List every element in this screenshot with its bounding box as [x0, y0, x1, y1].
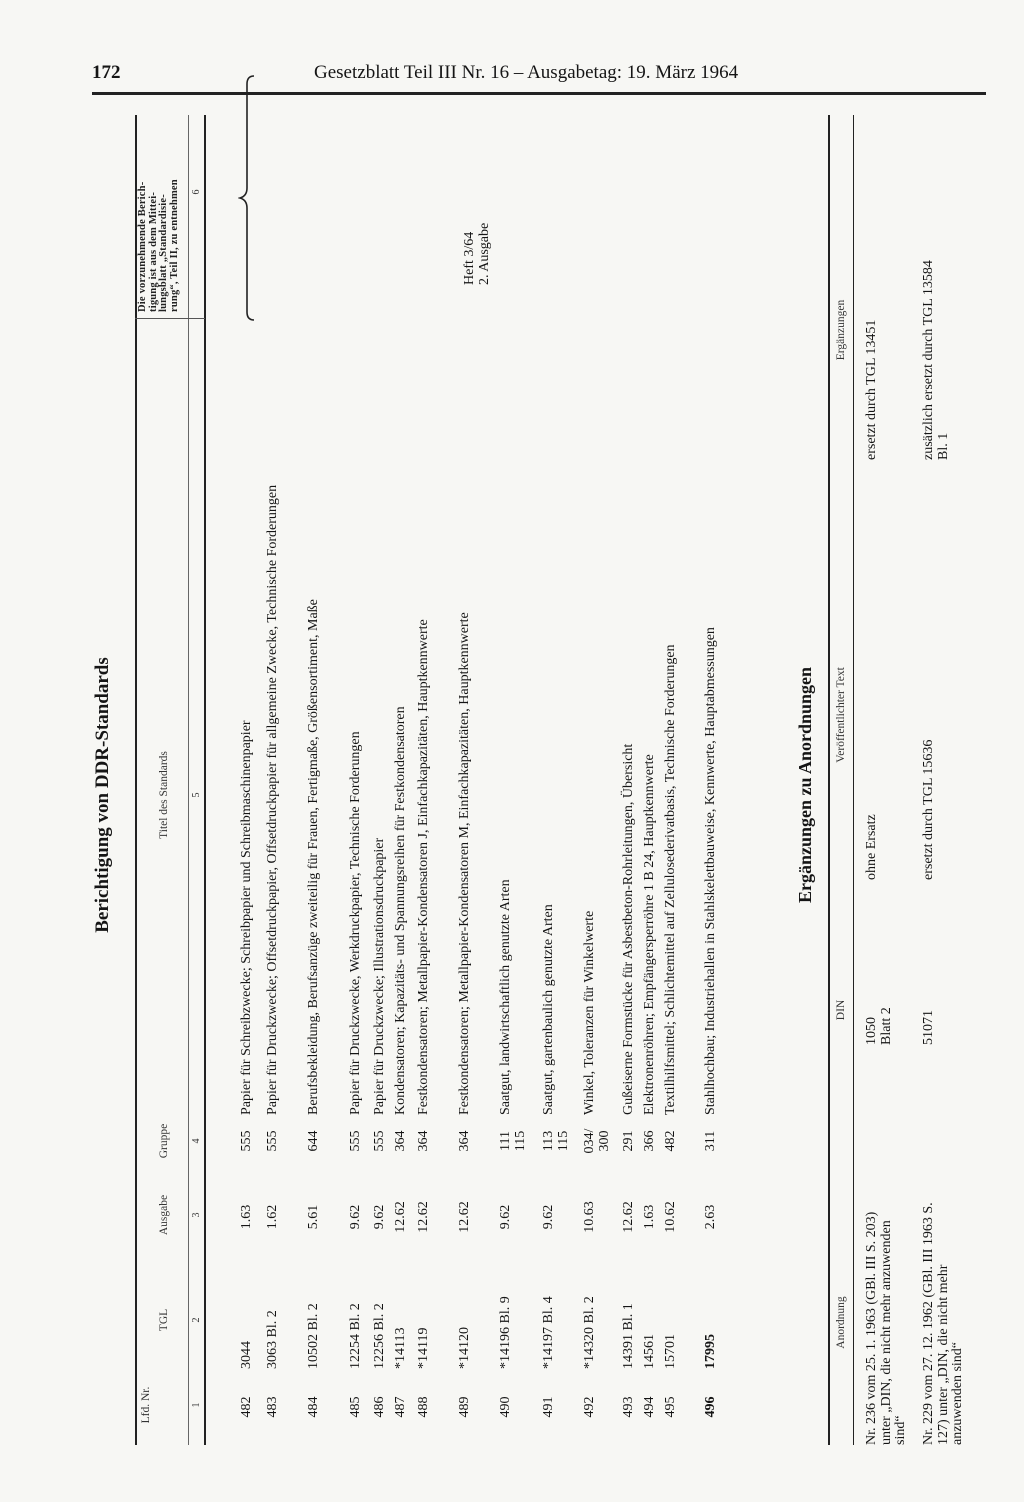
cell-nr: 488 — [416, 1396, 431, 1418]
cell-titel: Papier für Schreibzwecke; Schreibpapier und Schreibmaschinenpapier — [239, 720, 254, 1115]
cell-gruppe: 555 — [348, 1130, 363, 1152]
col-num-6: 6 — [191, 189, 202, 195]
cell-gruppe: 364 — [416, 1130, 431, 1152]
cell-tgl: *14320 Bl. 2 — [582, 1296, 597, 1369]
cell-nr: 489 — [457, 1396, 472, 1418]
cell-gruppe: 364 — [457, 1130, 472, 1152]
supp-header-text: Veröffentlichter Text — [835, 667, 847, 763]
cell-titel: Papier für Druckzwecke; Illustrationsdruckpapier — [372, 837, 387, 1115]
cell-titel: Saatgut, gartenbaulich genutzte Arten — [541, 904, 556, 1115]
cell-anordnung: Nr. 236 vom 25. 1. 1963 (GBl. III S. 203) unter „DIN, die nicht mehr anzuwenden sind“ — [864, 1211, 908, 1445]
cell-nr: 492 — [582, 1396, 597, 1418]
col-num-1: 1 — [191, 1402, 202, 1408]
col-header-remark-line: rung“, Teil II, zu entnehmen — [168, 179, 180, 312]
header-rule — [92, 92, 986, 95]
running-head: Gesetzblatt Teil III Nr. 16 – Ausgabetag: 19. März 1964 — [314, 62, 739, 83]
cell-ausgabe: 12.62 — [393, 1201, 408, 1233]
cell-nr: 490 — [498, 1396, 513, 1418]
cell-ausgabe: 10.63 — [582, 1201, 597, 1233]
page-number: 172 — [92, 62, 121, 83]
cell-tgl: 17995 — [703, 1334, 718, 1369]
cell-titel: Gußeiserne Formstücke für Asbestbeton-Rohrleitungen, Übersicht — [621, 743, 636, 1115]
cell-ausgabe: 10.62 — [663, 1201, 678, 1233]
cell-ergaenzung: ersetzt durch TGL 13451 — [864, 319, 879, 460]
col-header-nr: Lfd. Nr. — [140, 1386, 152, 1424]
col-header-remark-line: lungsblatt „Standardisie- — [158, 194, 169, 312]
cell-nr: 486 — [372, 1396, 387, 1418]
cell-titel: Saatgut, landwirtschaftlich genutzte Arten — [498, 879, 513, 1115]
col-num-3: 3 — [191, 1212, 202, 1218]
cell-tgl: 14391 Bl. 1 — [621, 1303, 636, 1369]
cell-nr: 494 — [642, 1396, 657, 1418]
cell-nr: 484 — [306, 1396, 321, 1418]
supp-header-din: DIN — [835, 999, 847, 1021]
cell-nr: 483 — [265, 1396, 280, 1418]
supplement-title: Ergänzungen zu Anordnungen — [795, 666, 815, 904]
cell-ausgabe: 12.62 — [621, 1201, 636, 1233]
cell-tgl: 12256 Bl. 2 — [372, 1303, 387, 1369]
cell-ausgabe: 12.62 — [457, 1201, 472, 1233]
col-header-ausgabe: Ausgabe — [158, 1194, 170, 1236]
cell-gruppe: 555 — [372, 1130, 387, 1152]
cell-titel: Stahlhochbau; Industriehallen in Stahlskelettbauweise, Kennwerte, Hauptabmessungen — [703, 627, 718, 1115]
cell-gruppe: 111 115 — [498, 1130, 528, 1152]
section-title: Berichtigung von DDR-Standards — [92, 657, 113, 933]
cell-tgl: 3044 — [239, 1341, 254, 1369]
cell-gruppe: 555 — [239, 1130, 254, 1152]
cell-gruppe: 555 — [265, 1130, 280, 1152]
col-header-remark-line: Die vorzunehmende Berich- — [137, 181, 148, 312]
table-num-rule — [188, 115, 189, 1445]
col-header-tgl: TGL — [158, 1308, 170, 1332]
cell-anordnung: Nr. 229 vom 27. 12. 1962 (GBl. III 1963 S. 127) unter „DIN, die nicht mehr anzuwenden sind“ — [921, 1202, 965, 1445]
cell-nr: 495 — [663, 1396, 678, 1418]
cell-ausgabe: 2.63 — [703, 1204, 718, 1230]
cell-titel: Festkondensatoren; Metallpapier-Kondensatoren J, Einfachkapazitäten, Hauptkennwerte — [416, 619, 431, 1115]
cell-veroeffentlicht: ohne Ersatz — [864, 814, 879, 880]
cell-ausgabe: 1.63 — [239, 1204, 254, 1230]
cell-ausgabe: 12.62 — [416, 1201, 431, 1233]
cell-tgl: *14119 — [416, 1327, 431, 1369]
cell-veroeffentlicht: ersetzt durch TGL 15636 — [921, 739, 936, 880]
supplement-header-rule — [853, 115, 854, 1445]
cell-titel: Elektronenröhren; Empfängersperröhre 1 B 24, Hauptkennwerte — [642, 754, 657, 1115]
cell-gruppe: 113 115 — [541, 1130, 571, 1152]
cell-tgl: 12254 Bl. 2 — [348, 1303, 363, 1369]
cell-nr: 482 — [239, 1396, 254, 1418]
col-num-2: 2 — [191, 1317, 202, 1323]
rotated-page-body — [90, 115, 985, 1445]
cell-ausgabe: 9.62 — [348, 1204, 363, 1230]
cell-gruppe: 482 — [663, 1130, 678, 1152]
col-num-5: 5 — [191, 792, 202, 798]
cell-tgl: 14561 — [642, 1334, 657, 1369]
cell-tgl: *14113 — [393, 1327, 408, 1369]
cell-ausgabe: 9.62 — [541, 1204, 556, 1230]
cell-gruppe: 034/ 300 — [582, 1128, 612, 1154]
cell-tgl: 15701 — [663, 1334, 678, 1369]
cell-ausgabe: 9.62 — [372, 1204, 387, 1230]
cell-titel: Papier für Druckzwecke; Offsetdruckpapier, Offsetdruckpapier für allgemeine Zwecke, Technische Forderungen — [265, 484, 280, 1115]
col-divider — [135, 318, 205, 319]
cell-nr: 485 — [348, 1396, 363, 1418]
cell-tgl: *14197 Bl. 4 — [541, 1296, 556, 1369]
table-top-rule — [135, 115, 137, 1445]
cell-gruppe: 366 — [642, 1130, 657, 1152]
remark-heft: Heft 3/64 2. Ausgabe — [462, 222, 492, 285]
cell-nr: 491 — [541, 1396, 556, 1418]
cell-nr: 487 — [393, 1396, 408, 1418]
cell-ergaenzung: zusätzlich ersetzt durch TGL 13584 Bl. 1 — [921, 260, 951, 460]
cell-titel: Textilhilfsmittel; Schlichtemittel auf Zellulosederivatbasis, Technische Forderungen — [663, 644, 678, 1115]
col-header-gruppe: Gruppe — [158, 1123, 170, 1159]
cell-din: 51071 — [921, 1010, 936, 1045]
cell-gruppe: 644 — [306, 1130, 321, 1152]
supp-header-ergaenzungen: Ergänzungen — [835, 299, 847, 361]
cell-ausgabe: 5.61 — [306, 1204, 321, 1230]
cell-titel: Festkondensatoren; Metallpapier-Kondensatoren M, Einfachkapazitäten, Hauptkennwerte — [457, 612, 472, 1115]
cell-titel: Papier für Druckzwecke, Werkdruckpapier, Technische Forderungen — [348, 731, 363, 1115]
col-header-remark-line: tigung ist aus dem Mittei- — [147, 191, 159, 312]
cell-ausgabe: 1.62 — [265, 1204, 280, 1230]
supp-header-anordnung: Anordnung — [835, 1296, 847, 1349]
cell-tgl: *14120 — [457, 1327, 472, 1369]
col-header-remark — [138, 72, 180, 312]
cell-din: 1050 Blatt 2 — [864, 1007, 894, 1045]
cell-nr: 493 — [621, 1396, 636, 1418]
grouping-brace — [238, 74, 256, 322]
cell-tgl: *14196 Bl. 9 — [498, 1296, 513, 1369]
cell-gruppe: 364 — [393, 1130, 408, 1152]
table-header-bottom-rule — [204, 115, 206, 1445]
cell-tgl: 10502 Bl. 2 — [306, 1303, 321, 1369]
cell-ausgabe: 9.62 — [498, 1204, 513, 1230]
cell-gruppe: 291 — [621, 1130, 636, 1152]
cell-titel: Winkel, Toleranzen für Winkelwerte — [582, 910, 597, 1115]
cell-ausgabe: 1.63 — [642, 1204, 657, 1230]
cell-gruppe: 311 — [703, 1130, 718, 1152]
cell-tgl: 3063 Bl. 2 — [265, 1310, 280, 1369]
cell-nr: 496 — [703, 1396, 718, 1418]
cell-titel: Kondensatoren; Kapazitäts- und Spannungsreihen für Festkondensatoren — [393, 706, 408, 1115]
cell-titel: Berufsbekleidung, Berufsanzüge zweiteilig für Frauen, Fertigmaße, Größensortiment, Maße — [306, 599, 321, 1115]
col-num-4: 4 — [191, 1138, 202, 1144]
supplement-top-rule — [828, 115, 830, 1445]
col-header-titel: Titel des Standards — [158, 751, 170, 839]
